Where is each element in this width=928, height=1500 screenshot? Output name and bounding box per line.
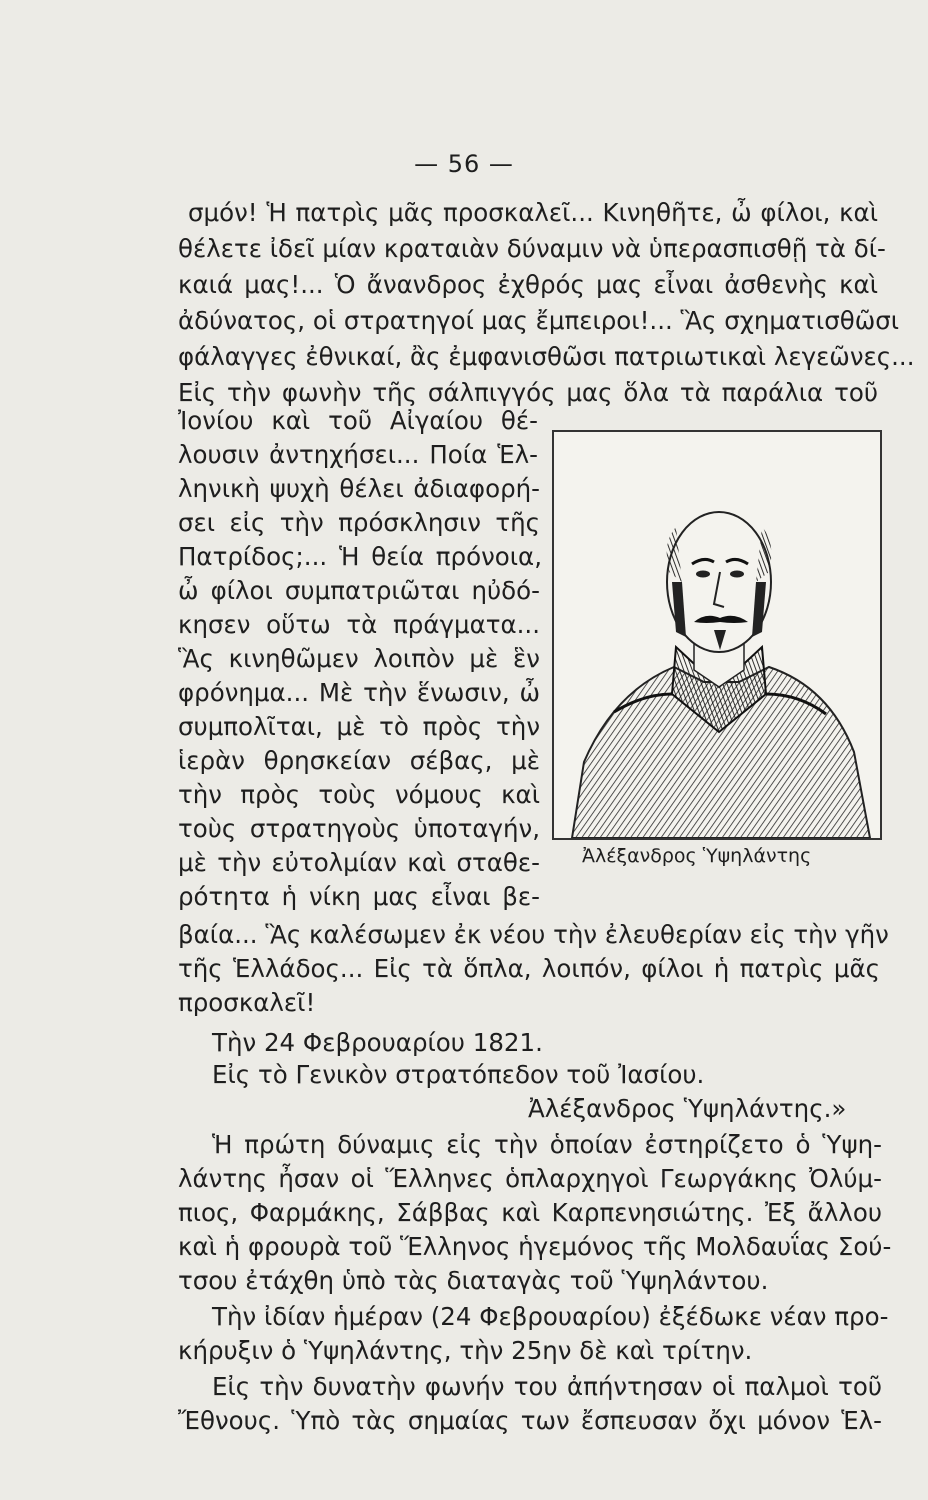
text-line: συμπολῖται, μὲ τὸ πρὸς τὴν bbox=[178, 712, 540, 741]
signature-name: Ἀλέξανδρος Ὑψηλάντης.» bbox=[528, 1094, 847, 1123]
text-line: ἀδύνατος, οἱ στρατηγοί μας ἔμπειροι!... Ἃς σχηματισθῶσι bbox=[178, 306, 900, 335]
text-line: πιος, Φαρμάκης, Σάββας καὶ Καρπενησιώτης. Ἐξ ἄλλου bbox=[178, 1198, 882, 1227]
portrait-figure bbox=[552, 430, 882, 840]
text-line: φάλαγγες ἐθνικαί, ἂς ἐμφανισθῶσι πατριωτικαὶ λεγεῶνες... bbox=[178, 342, 915, 371]
text-line: Ἡ πρώτη δύναμις εἰς τὴν ὁποίαν ἐστηρίζετο ὁ Ὑψη- bbox=[212, 1130, 882, 1159]
text-line: βαία... Ἃς καλέσωμεν ἐκ νέου τὴν ἐλευθερίαν εἰς τὴν γῆν bbox=[178, 920, 889, 949]
portrait-engraving bbox=[554, 432, 880, 838]
text-line: τσου ἐτάχθη ὑπὸ τὰς διαταγὰς τοῦ Ὑψηλάντου. bbox=[178, 1266, 769, 1295]
signature-place: Εἰς τὸ Γενικὸν στρατόπεδον τοῦ Ἰασίου. bbox=[212, 1060, 705, 1089]
text-line: προσκαλεῖ! bbox=[178, 988, 316, 1017]
text-line: τοὺς στρατηγοὺς ὑποταγήν, bbox=[178, 814, 540, 843]
text-line: σμόν! Ἡ πατρὶς μᾶς προσκαλεῖ... Κινηθῆτε, ὦ φίλοι, καὶ bbox=[188, 198, 878, 227]
text-line: σει εἰς τὴν πρόσκλησιν τῆς bbox=[178, 508, 540, 537]
text-line: λάντης ἦσαν οἱ Ἕλληνες ὁπλαρχηγοὶ Γεωργάκης Ὀλύμ- bbox=[178, 1164, 882, 1193]
text-line: ληνικὴ ψυχὴ θέλει ἀδιαφορή- bbox=[178, 474, 540, 503]
text-line: ὦ φίλοι συμπατριῶται ηὐδό- bbox=[178, 576, 540, 605]
text-line: Εἰς τὴν δυνατὴν φωνήν του ἀπήντησαν οἱ παλμοὶ τοῦ bbox=[212, 1372, 882, 1401]
text-line: φρόνημα... Μὲ τὴν ἕνωσιν, ὦ bbox=[178, 678, 540, 707]
text-line: μὲ τὴν εὐτολμίαν καὶ σταθε- bbox=[178, 848, 540, 877]
page-number: — 56 — bbox=[414, 150, 514, 178]
text-line: Ἰονίου καὶ τοῦ Αἰγαίου θέ- bbox=[178, 406, 538, 435]
text-line: θέλετε ἰδεῖ μίαν κραταιὰν δύναμιν νὰ ὑπερασπισθῇ τὰ δί- bbox=[178, 234, 886, 263]
text-line: τὴν πρὸς τοὺς νόμους καὶ bbox=[178, 780, 540, 809]
text-line: ἱερὰν θρησκείαν σέβας, μὲ bbox=[178, 746, 540, 775]
text-line: ρότητα ἡ νίκη μας εἶναι βε- bbox=[178, 882, 540, 911]
text-line: Ἔθνους. Ὑπὸ τὰς σημαίας των ἔσπευσαν ὄχι μόνον Ἑλ- bbox=[178, 1406, 882, 1435]
text-line: Εἰς τὴν φωνὴν τῆς σάλπιγγός μας ὅλα τὰ παράλια τοῦ bbox=[178, 378, 878, 407]
text-line: λουσιν ἀντηχήσει... Ποία Ἑλ- bbox=[178, 440, 538, 469]
text-line: Πατρίδος;... Ἡ θεία πρόνοια, bbox=[178, 542, 542, 571]
text-line: καὶ ἡ φρουρὰ τοῦ Ἕλληνος ἡγεμόνος τῆς Μολδαυΐας Σού- bbox=[178, 1232, 892, 1261]
text-line: καιά μας!... Ὁ ἄνανδρος ἐχθρός μας εἶναι ἀσθενὴς καὶ bbox=[178, 270, 878, 299]
text-line: Ἃς κινηθῶμεν λοιπὸν μὲ ἓν bbox=[178, 644, 540, 673]
signature-date: Τὴν 24 Φεβρουαρίου 1821. bbox=[212, 1028, 543, 1057]
portrait-caption: Ἀλέξανδρος Ὑψηλάντης bbox=[582, 845, 812, 867]
text-line: τῆς Ἑλλάδος... Εἰς τὰ ὅπλα, λοιπόν, φίλοι ἡ πατρὶς μᾶς bbox=[178, 954, 880, 983]
text-line: Τὴν ἰδίαν ἡμέραν (24 Φεβρουαρίου) ἐξέδωκε νέαν προ- bbox=[212, 1302, 889, 1331]
text-line: κησεν οὕτω τὰ πράγματα... bbox=[178, 610, 540, 639]
text-line: κήρυξιν ὁ Ὑψηλάντης, τὴν 25ην δὲ καὶ τρίτην. bbox=[178, 1336, 753, 1365]
